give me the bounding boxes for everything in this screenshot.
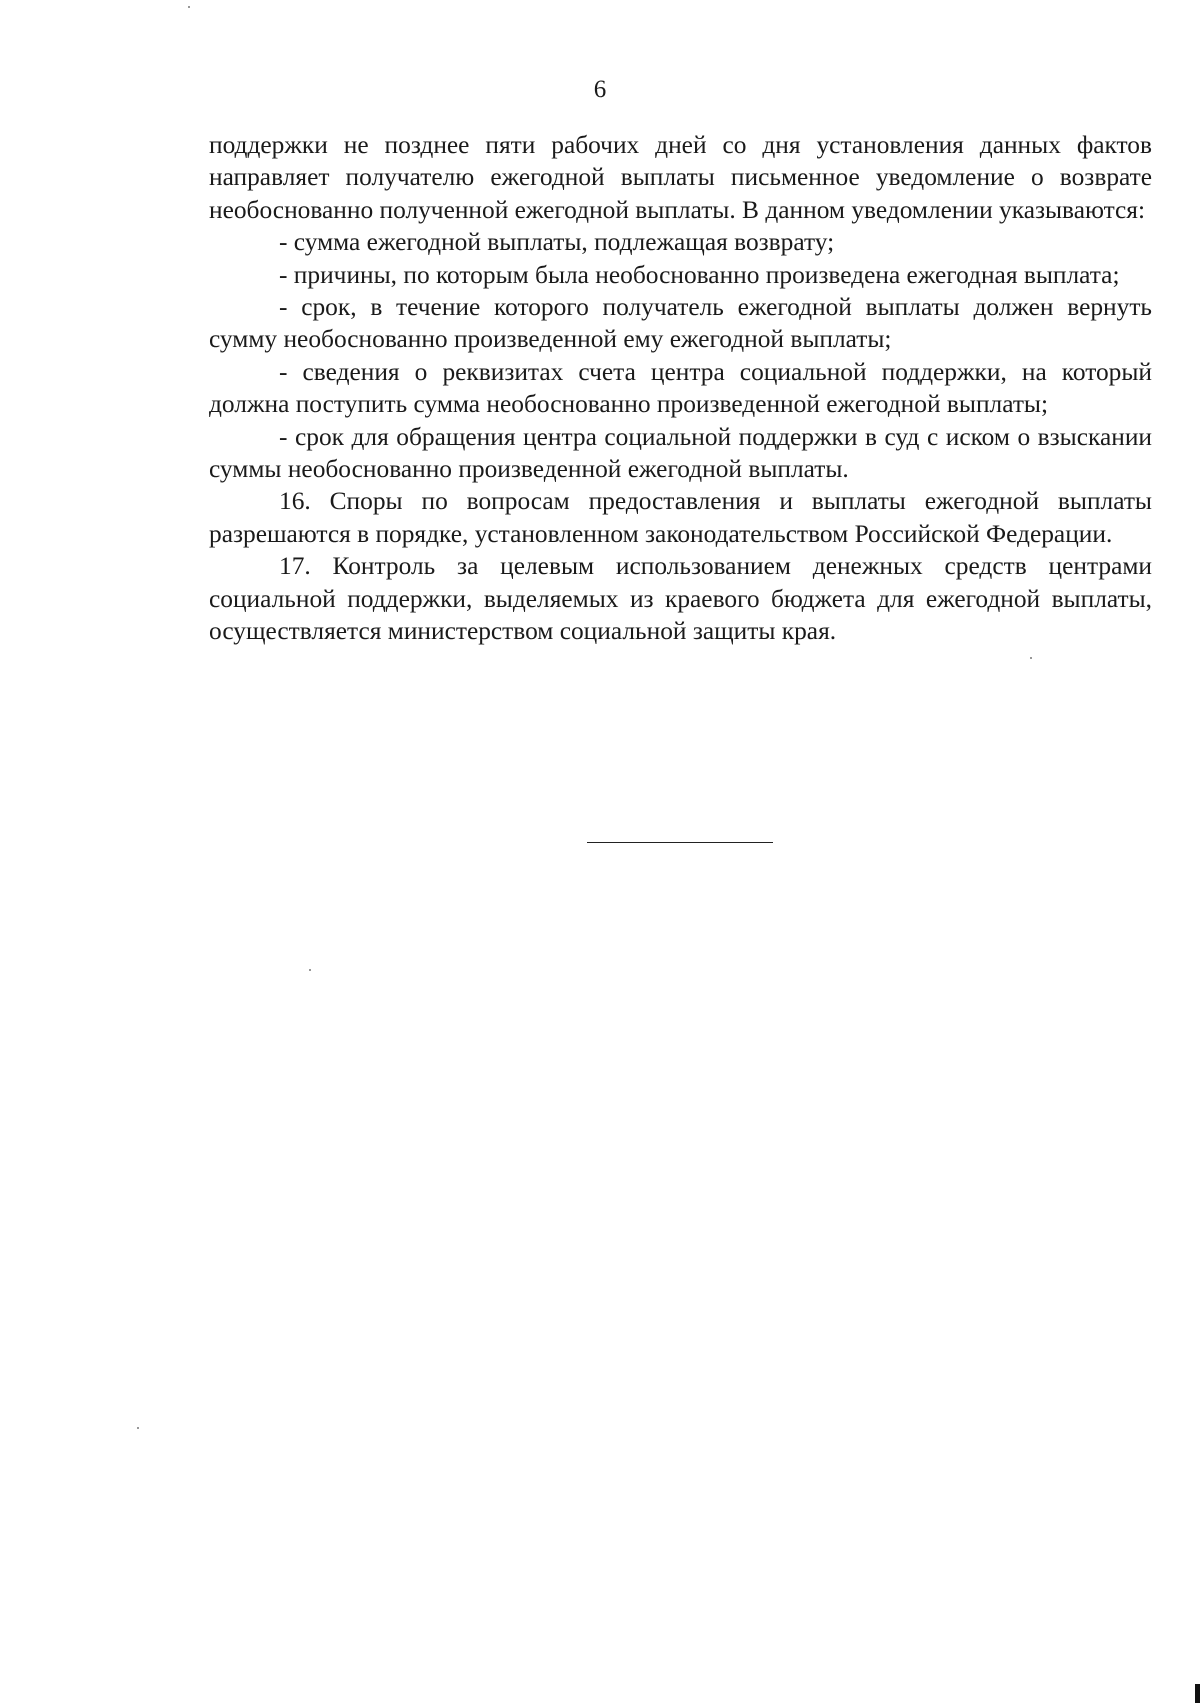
scan-speck — [309, 969, 311, 971]
scan-edge-mark — [1195, 1684, 1200, 1703]
page-number: 6 — [593, 76, 607, 103]
continuation-paragraph: поддержки не позднее пяти рабочих дней со дня установления данных фактов направляет получателю ежегодной выплаты письменное уведомление о возврате необоснованно полученной ежегодной выплаты. В данном уведомлении указываются: — [209, 131, 1152, 224]
list-item-court-deadline: - срок для обращения центра социальной поддержки в суд с иском о взыскании суммы необоснованно произведенной ежегодной выплаты. — [209, 422, 1152, 484]
list-item-reasons: - причины, по которым была необоснованно произведена ежегодная выплата; — [279, 260, 1120, 289]
end-of-text-divider — [587, 842, 773, 843]
list-item-account-details: - сведения о реквизитах счета центра социальной поддержки, на который должна поступить сумма необоснованно произведенной ежегодной выплаты; — [209, 357, 1152, 419]
list-item-refund-amount: - сумма ежегодной выплаты, подлежащая возврату; — [279, 228, 835, 257]
list-item-return-deadline: - срок, в течение которого получатель ежегодной выплаты должен вернуть сумму необоснованно произведенной ему ежегодной выплаты; — [209, 293, 1152, 354]
clause-16-paragraph: 16. Споры по вопросам предоставления и выплаты ежегодной выплаты разрешаются в порядке, установленном законодательством Российской Федерации. — [209, 487, 1152, 548]
clause-17-paragraph: 17. Контроль за целевым использованием денежных средств центрами социальной поддержки, выделяемых из краевого бюджета для ежегодной выплаты, осуществляется министерством социальной защиты края. — [209, 552, 1152, 646]
scan-speck — [1030, 657, 1032, 659]
scan-speck — [137, 1427, 139, 1429]
document-body — [209, 129, 1152, 648]
scan-speck — [188, 6, 190, 8]
